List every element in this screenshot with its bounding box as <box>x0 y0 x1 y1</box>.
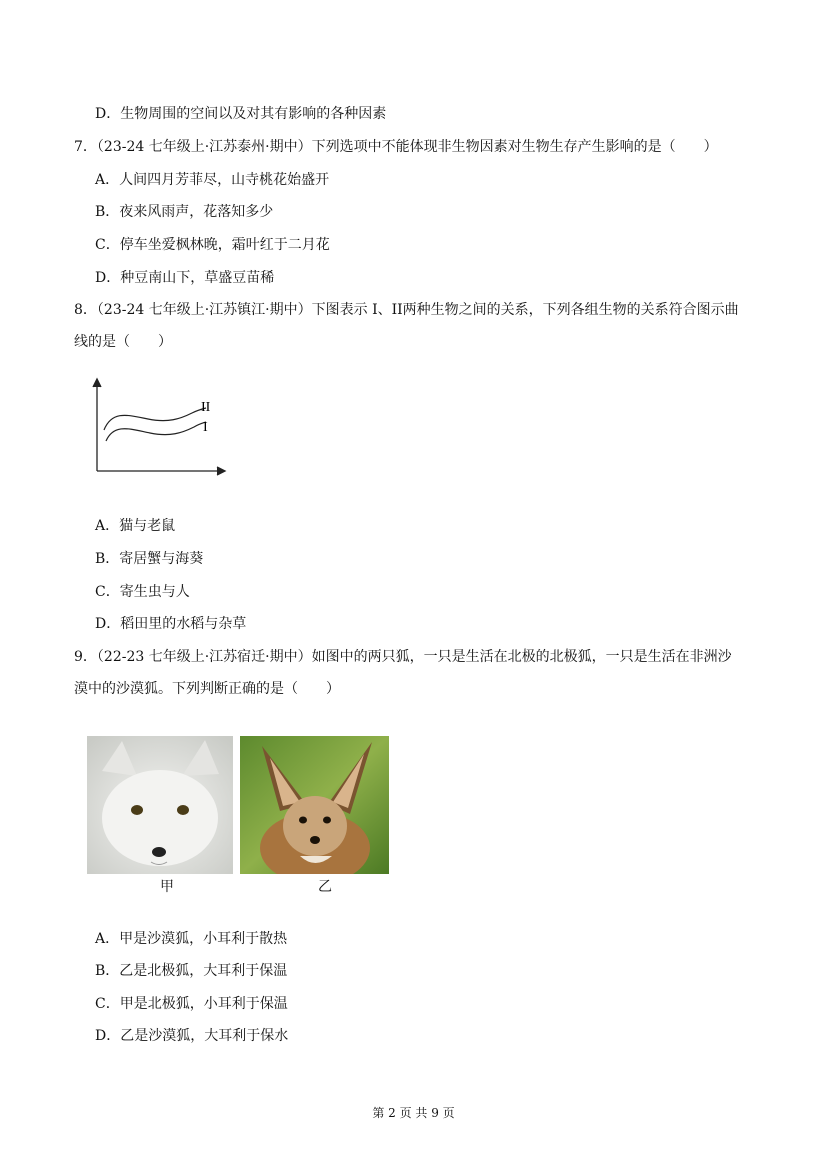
graph-y-axis-arrow <box>93 379 101 387</box>
q7-option-c: C．停车坐爱枫林晚，霜叶红于二月花 <box>95 237 330 253</box>
curve-II-label: II <box>201 400 211 415</box>
relationship-graph <box>88 375 238 480</box>
q9-option-c: C．甲是北极狐，小耳利于保温 <box>95 996 288 1012</box>
q7-option-a: A．人间四月芳菲尽，山寺桃花始盛开 <box>95 172 330 188</box>
caption-yi: 乙 <box>318 879 332 895</box>
q8-option-d: D．稻田里的水稻与杂草 <box>95 616 247 632</box>
q9-option-d: D．乙是沙漠狐，大耳利于保水 <box>95 1028 289 1044</box>
q9-option-b: B．乙是北极狐，大耳利于保温 <box>95 963 288 979</box>
curve-I-label: I <box>203 420 208 435</box>
graph-x-axis-arrow <box>217 467 225 475</box>
q9-option-a: A．甲是沙漠狐，小耳利于散热 <box>95 931 288 947</box>
q9-stem-line2: 漠中的沙漠狐。下列判断正确的是（ ） <box>74 681 340 697</box>
q8-option-b: B．寄居蟹与海葵 <box>95 551 204 567</box>
q8-stem-line1: 8．（23-24 七年级上·江苏镇江·期中）下图表示 I、II两种生物之间的关系，下列各组生物的关系符合图示曲 <box>74 302 739 318</box>
q7-option-b: B．夜来风雨声，花落知多少 <box>95 204 274 220</box>
curve-I <box>106 422 206 441</box>
q6-option-d: D．生物周围的空间以及对其有影响的各种因素 <box>95 106 387 122</box>
q7-stem: 7．（23-24 七年级上·江苏泰州·期中）下列选项中不能体现非生物因素对生物生存产生影响的是（ ） <box>74 139 718 155</box>
arctic-fox-photo <box>87 736 233 874</box>
q7-option-d: D．种豆南山下，草盛豆苗稀 <box>95 270 275 286</box>
caption-jia: 甲 <box>160 879 174 895</box>
q8-stem-line2: 线的是（ ） <box>74 334 172 350</box>
page-footer: 第 2 页 共 9 页 <box>372 1106 455 1120</box>
q8-option-a: A．猫与老鼠 <box>95 518 176 534</box>
q9-stem-line1: 9．（22-23 七年级上·江苏宿迁·期中）如图中的两只狐，一只是生活在北极的北极狐，一只是生活在非洲沙 <box>74 649 732 665</box>
desert-fox-photo <box>240 736 389 874</box>
q8-option-c: C．寄生虫与人 <box>95 584 190 600</box>
curve-II <box>104 408 206 430</box>
